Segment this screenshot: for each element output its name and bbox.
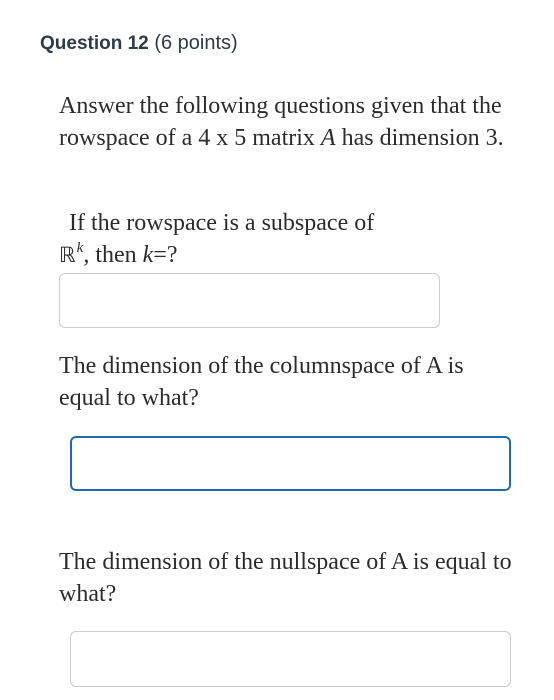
matrix-symbol: A <box>320 125 336 151</box>
answer-input-2[interactable] <box>70 436 511 491</box>
variable-k: k <box>142 242 154 268</box>
question-title: Question 12 <box>40 33 149 54</box>
question-intro <box>59 90 519 154</box>
part-1-ending: =? <box>153 242 178 268</box>
exponent-k: k <box>76 240 84 256</box>
part-1-prompt <box>59 207 469 274</box>
part-2-prompt: The dimension of the columnspace of A is equal to what? <box>59 353 464 411</box>
real-numbers-symbol: ℝ <box>59 243 76 267</box>
part-1-then-text: , then <box>83 242 143 268</box>
question-points: (6 points) <box>154 32 238 54</box>
intro-text-before: Answer the following questions given that the rowspace of a 4 x 5 matrix <box>59 93 502 151</box>
answer-input-1[interactable] <box>59 273 440 328</box>
part-1-line2 <box>59 239 469 274</box>
question-header <box>40 29 238 58</box>
intro-text-after: has dimension 3. <box>335 125 504 151</box>
answer-input-3[interactable] <box>70 631 511 687</box>
part-1-line1: If the rowspace is a subspace of <box>69 210 375 236</box>
part-3-prompt: The dimension of the nullspace of A is equal to what? <box>59 549 512 607</box>
